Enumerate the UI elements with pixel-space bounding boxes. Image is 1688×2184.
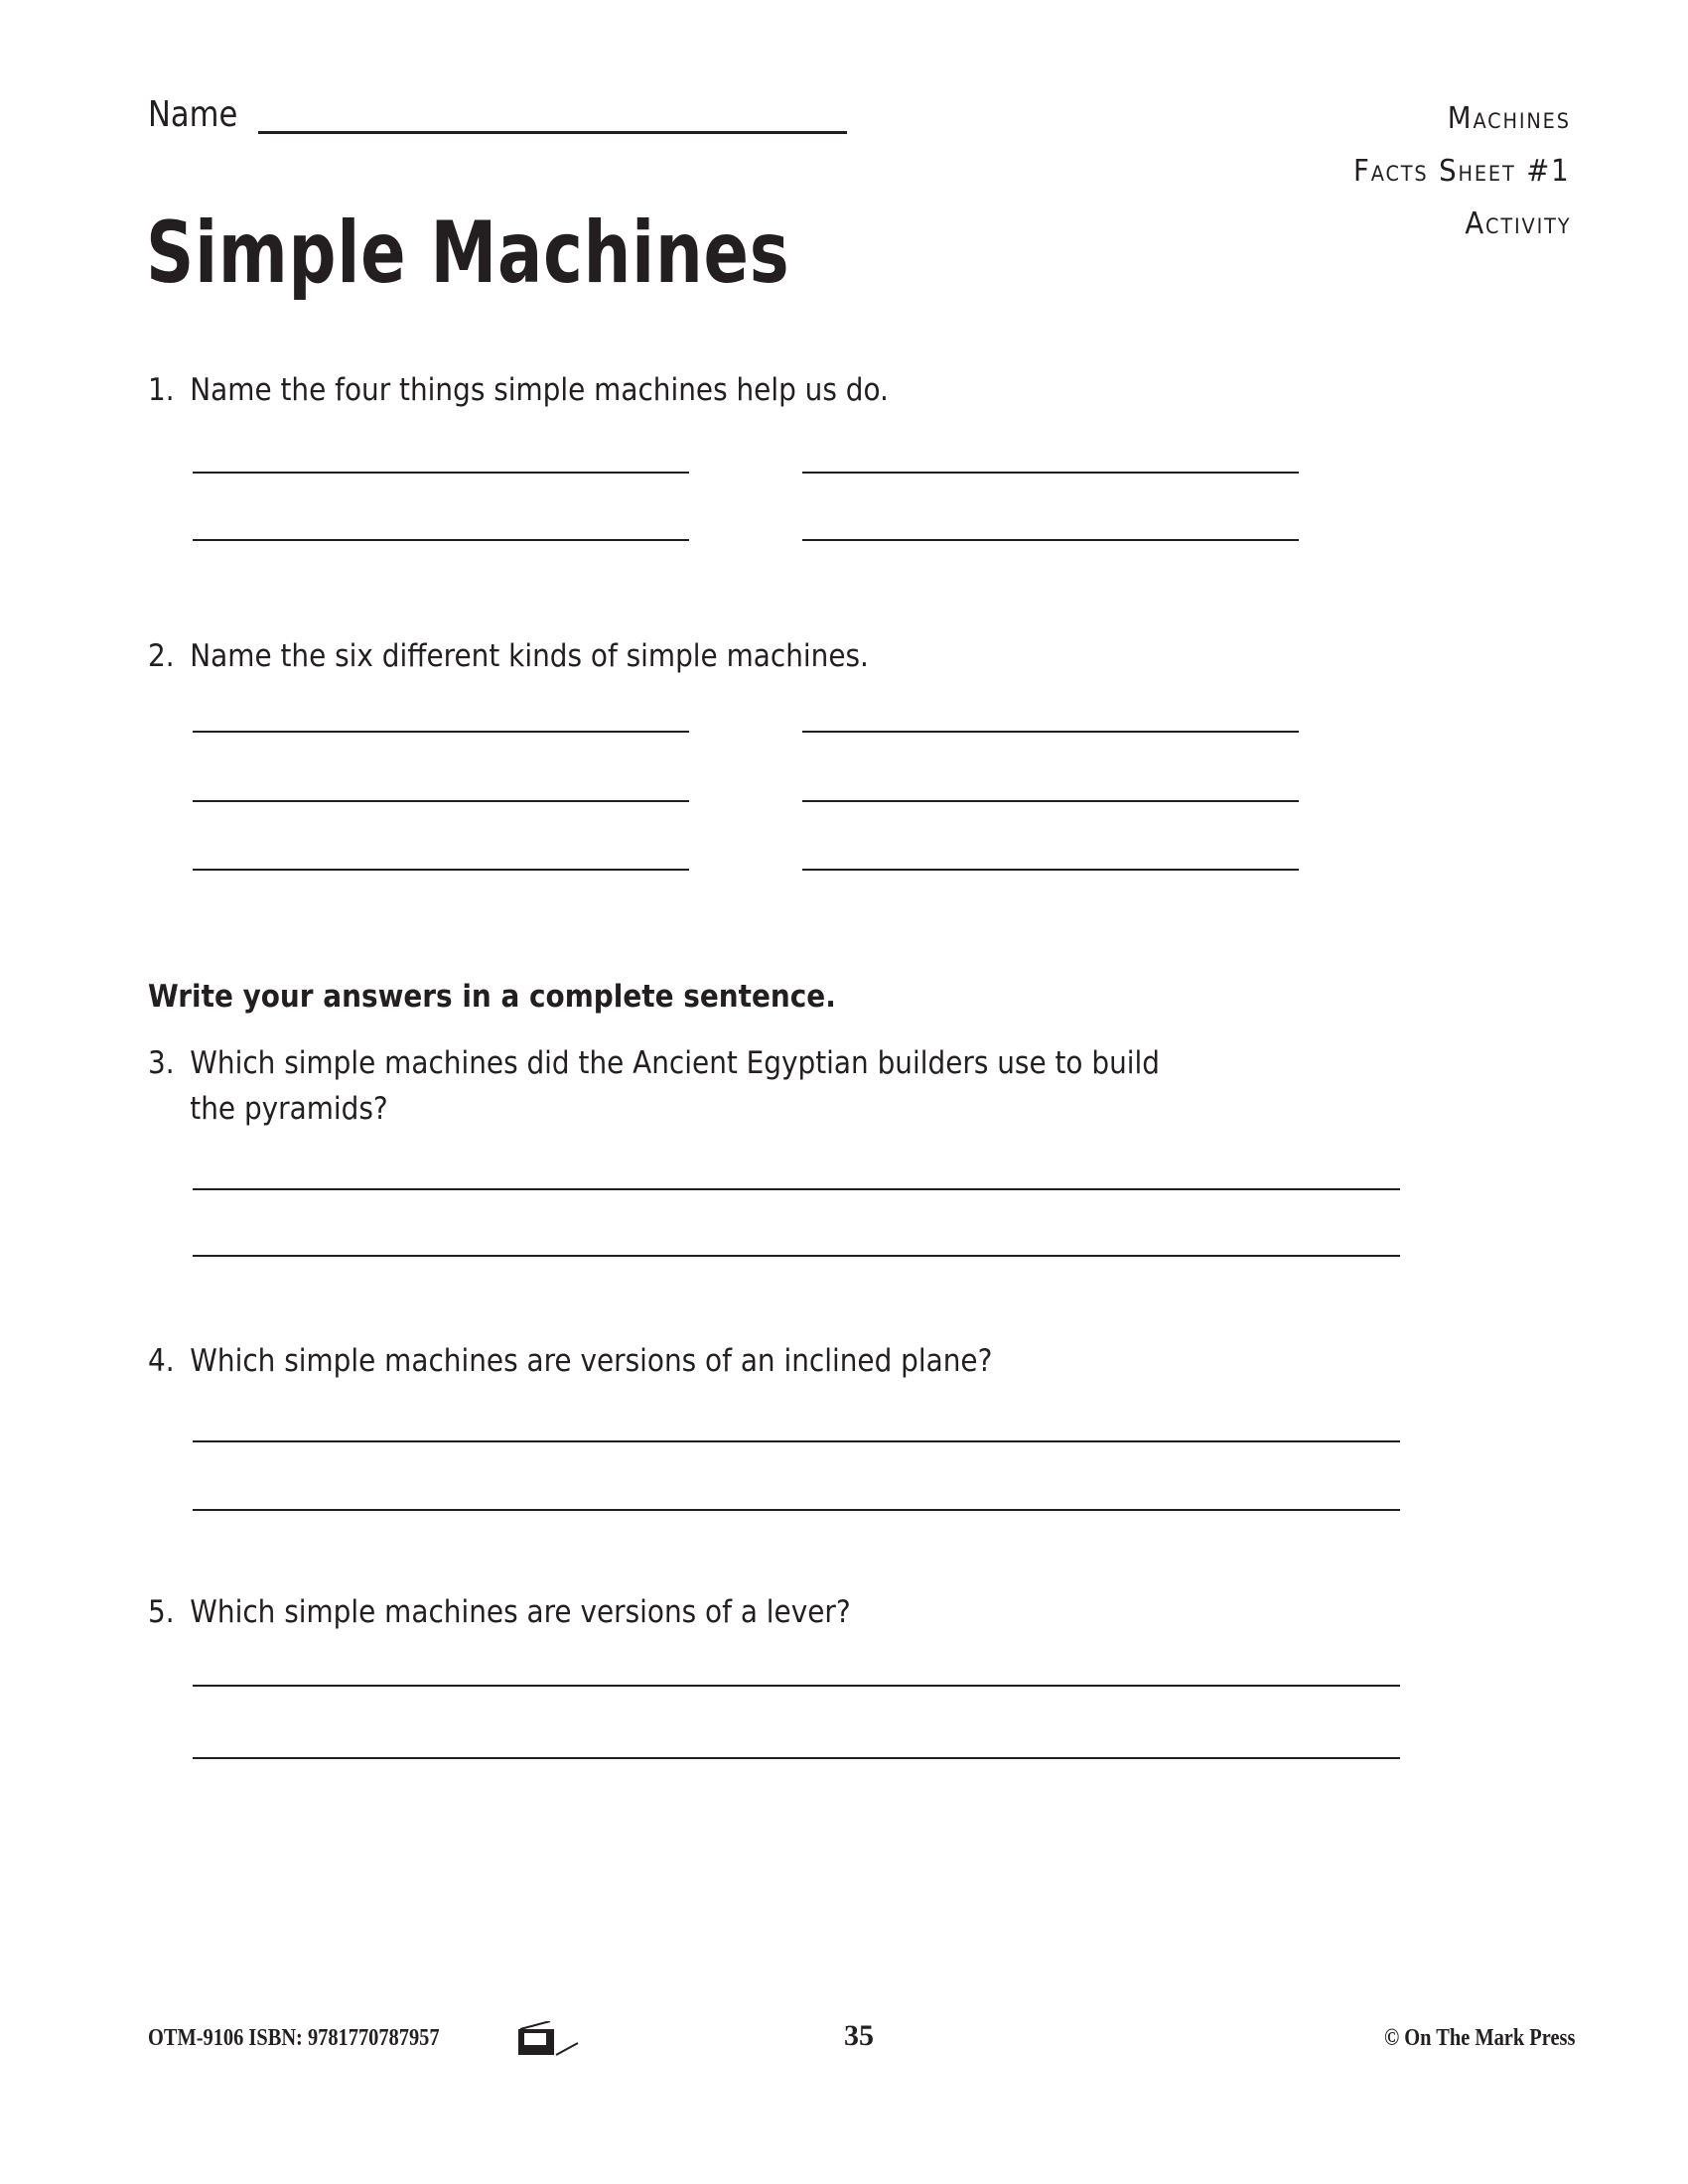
question-5 <box>148 1589 851 1635</box>
question-number: 2. <box>148 638 175 674</box>
question-number: 4. <box>148 1343 175 1379</box>
answer-line[interactable] <box>193 1509 1400 1511</box>
answer-line[interactable] <box>193 1255 1400 1257</box>
answer-line[interactable] <box>193 539 689 541</box>
question-1 <box>148 367 889 413</box>
answer-line[interactable] <box>802 869 1299 871</box>
answer-line[interactable] <box>802 539 1299 541</box>
question-3 <box>148 1040 1160 1132</box>
question-text-continued: the pyramids? <box>190 1091 388 1127</box>
answer-line[interactable] <box>193 1440 1400 1442</box>
header-type: Activity <box>1464 206 1571 241</box>
answer-line[interactable] <box>193 731 689 733</box>
question-4 <box>148 1338 992 1384</box>
question-text: Which simple machines did the Ancient Egyptian builders use to build <box>190 1045 1160 1081</box>
footer-code: OTM-9106 ISBN: 9781770787957 <box>148 2025 440 2051</box>
answer-line[interactable] <box>193 800 689 802</box>
name-label: Name <box>148 94 238 135</box>
question-text: Name the six different kinds of simple machines. <box>190 638 869 674</box>
question-text: Which simple machines are versions of a lever? <box>190 1594 851 1630</box>
question-number: 5. <box>148 1594 175 1630</box>
answer-line[interactable] <box>193 1188 1400 1190</box>
answer-line[interactable] <box>193 472 689 474</box>
page-number: 35 <box>844 2019 874 2052</box>
question-text: Which simple machines are versions of an inclined plane? <box>190 1343 993 1379</box>
question-number: 3. <box>148 1045 175 1081</box>
answer-line[interactable] <box>193 1757 1400 1759</box>
publisher-logo-icon <box>516 2021 584 2057</box>
question-text: Name the four things simple machines help us do. <box>190 372 889 408</box>
footer-copyright: © On The Mark Press <box>1383 2025 1575 2051</box>
answer-line[interactable] <box>802 800 1299 802</box>
page-title: Simple Machines <box>146 204 790 303</box>
name-input-line[interactable] <box>258 131 847 134</box>
instruction: Write your answers in a complete sentence. <box>148 979 836 1015</box>
question-number: 1. <box>148 372 175 408</box>
header-series: Machines <box>1447 101 1571 136</box>
answer-line[interactable] <box>802 472 1299 474</box>
answer-line[interactable] <box>802 731 1299 733</box>
header-sheet: Facts Sheet #1 <box>1353 154 1571 189</box>
answer-line[interactable] <box>193 869 689 871</box>
question-2 <box>148 633 869 679</box>
answer-line[interactable] <box>193 1685 1400 1687</box>
